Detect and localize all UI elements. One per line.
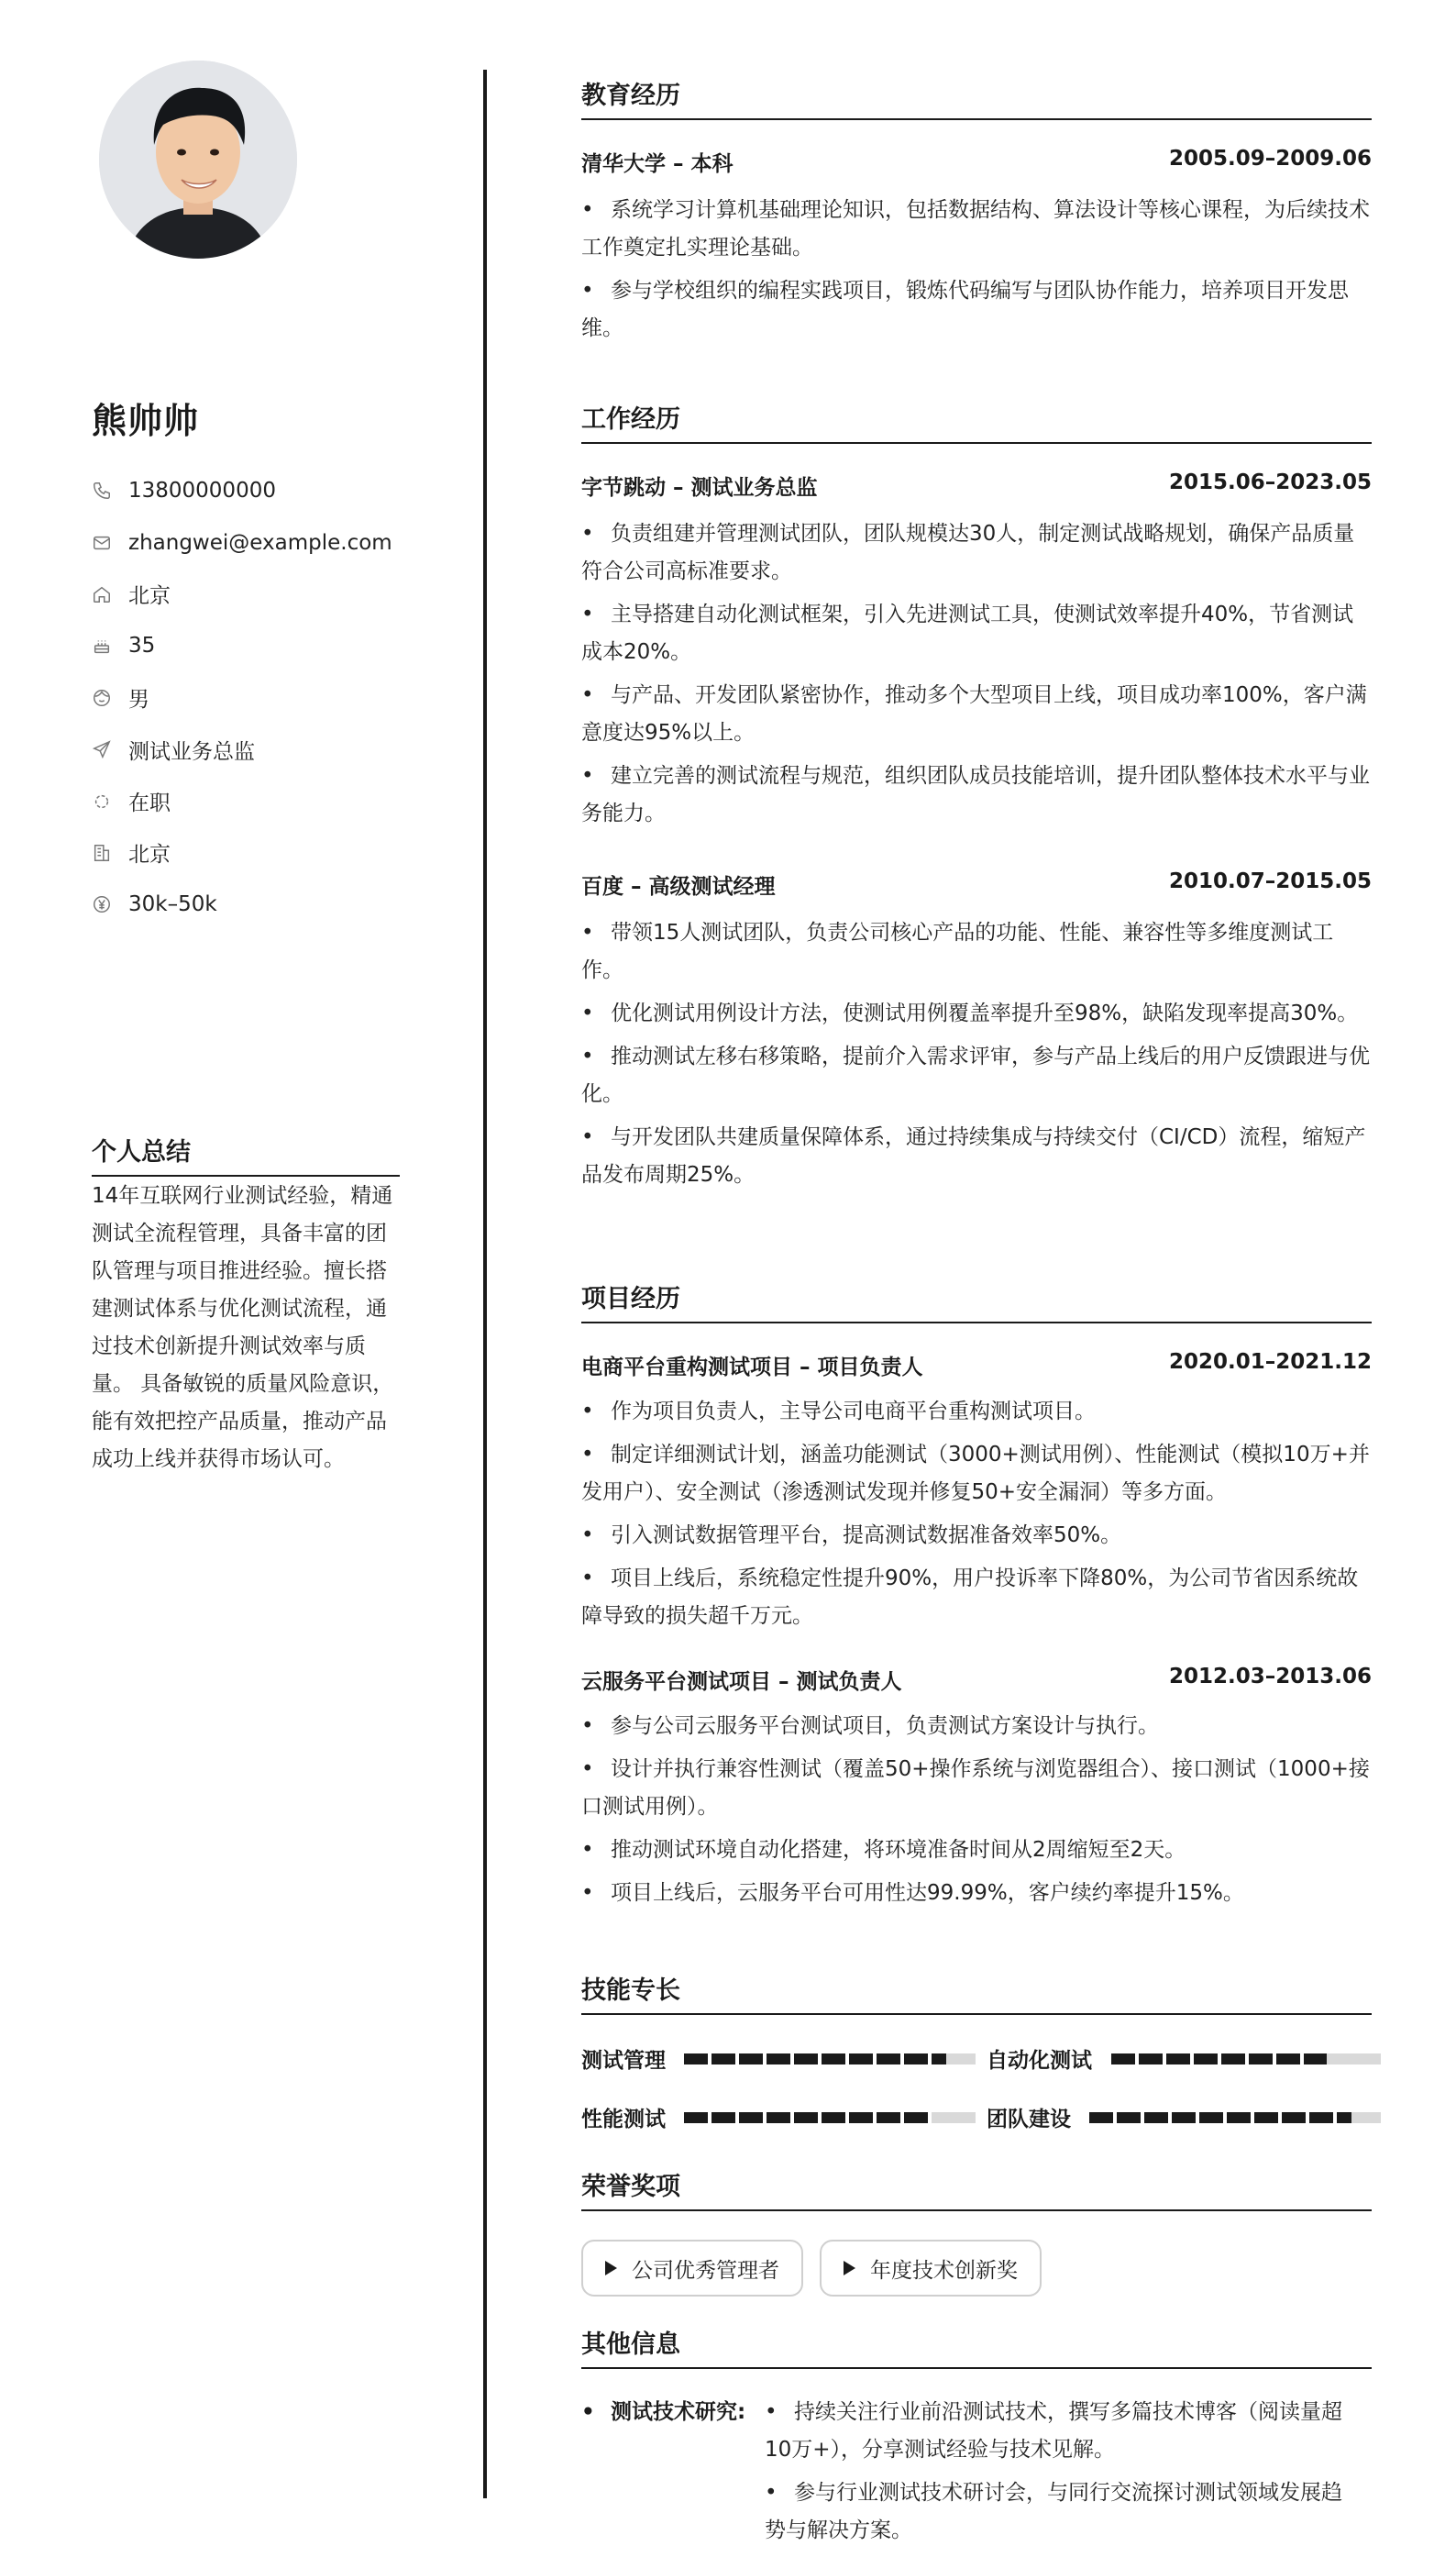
info-location <box>92 569 403 620</box>
skill-bar <box>684 2112 976 2123</box>
skill-item <box>581 2102 976 2132</box>
education-school: 清华大学 – 本科 <box>581 152 734 176</box>
age-text: 35 <box>128 634 156 659</box>
info-status <box>92 775 403 826</box>
summary-text: 14年互联网行业测试经验，精通测试全流程管理，具备丰富的团队管理与项目推进经验。擅长搭建测试体系与优化测试流程，通过技术创新提升测试效率与质量。 具备敏锐的质量风险意识，能有效把控产品质量，推动产品成功上线并获得市场认可。 <box>92 1184 394 1471</box>
project-bullets <box>581 1708 1372 1918</box>
info-work-city <box>92 827 403 879</box>
honors-list <box>581 2240 1042 2297</box>
project-bullets <box>581 1393 1372 1641</box>
play-triangle-icon <box>605 2261 617 2275</box>
info-age <box>92 620 403 671</box>
send-icon <box>92 739 128 759</box>
list-item: • 作为项目负责人，主导公司电商平台重构测试项目。 <box>581 1393 1372 1431</box>
skill-name: 自动化测试 <box>987 2049 1092 2073</box>
project-date: 2020.01–2021.12 <box>1168 1350 1372 1374</box>
home-icon <box>92 584 128 604</box>
list-item: • 持续关注行业前沿测试技术，撰写多篇技术博客（阅读量超10万+），分享测试经验与技术见解。 <box>765 2394 1361 2469</box>
list-item: • 引入测试数据管理平台，提高测试数据准备效率50%。 <box>581 1517 1372 1555</box>
skill-name: 团队建设 <box>987 2108 1071 2131</box>
avatar-portrait-icon <box>99 61 297 259</box>
list-item: • 与产品、开发团队紧密协作，推动多个大型项目上线，项目成功率100%，客户满意度达95%以上。 <box>581 677 1372 752</box>
skill-bar <box>1089 2112 1381 2123</box>
other-info-points <box>765 2394 1361 2555</box>
skill-bar-fill <box>684 2112 932 2123</box>
project-name: 电商平台重构测试项目 – 项目负责人 <box>581 1356 923 1379</box>
education-date: 2005.09–2009.06 <box>1168 147 1372 171</box>
work-bullets <box>581 515 1372 838</box>
skill-bar-fill <box>684 2053 946 2064</box>
list-item: • 参与学校组织的编程实践项目，锻炼代码编写与团队协作能力，培养项目开发思维。 <box>581 272 1372 348</box>
education-bullets <box>581 192 1372 353</box>
contact-info-list <box>92 465 403 931</box>
column-divider <box>483 70 487 2498</box>
other-info-row <box>581 2394 1384 2555</box>
position-text: 测试业务总监 <box>128 739 255 764</box>
phone-text: 13800000000 <box>128 479 276 504</box>
location-text: 北京 <box>128 584 171 609</box>
honors-title: 荣誉奖项 <box>581 2166 1372 2211</box>
avatar <box>99 61 297 259</box>
gender-text: 男 <box>128 688 149 713</box>
salary-text: 30k–50k <box>128 892 217 917</box>
info-salary <box>92 879 403 930</box>
award-badge <box>820 2240 1042 2297</box>
work-bullets <box>581 914 1372 1200</box>
skill-bar-fill <box>1089 2112 1351 2123</box>
education-title: 教育经历 <box>581 75 1372 120</box>
work-title: 工作经历 <box>581 399 1372 444</box>
mail-icon <box>92 533 128 553</box>
info-position <box>92 724 403 775</box>
skill-name: 性能测试 <box>581 2108 666 2131</box>
skill-bar-fill <box>1111 2053 1327 2064</box>
list-item: • 项目上线后，系统稳定性提升90%，用户投诉率下降80%，为公司节省因系统故障导致的损失超千万元。 <box>581 1560 1372 1635</box>
list-item: • 主导搭建自动化测试框架，引入先进测试工具，使测试效率提升40%，节省测试成本20%。 <box>581 596 1372 671</box>
list-item: • 与开发团队共建质量保障体系，通过持续集成与持续交付（CI/CD）流程，缩短产品发布周期25%。 <box>581 1119 1372 1194</box>
status-text: 在职 <box>128 791 171 816</box>
play-triangle-icon <box>844 2261 855 2275</box>
phone-icon <box>92 481 128 501</box>
candidate-name: 熊帅帅 <box>92 401 200 441</box>
work-date: 2010.07–2015.05 <box>1168 869 1372 893</box>
project-entry-header <box>581 1665 1372 1695</box>
info-email <box>92 516 403 568</box>
award-label: 年度技术创新奖 <box>870 2258 1018 2283</box>
status-icon <box>92 791 128 812</box>
list-item: • 参与公司云服务平台测试项目，负责测试方案设计与执行。 <box>581 1708 1372 1745</box>
other-info-label: • 测试技术研究: <box>581 2394 765 2555</box>
list-item: • 系统学习计算机基础理论知识，包括数据结构、算法设计等核心课程，为后续技术工作奠定扎实理论基础。 <box>581 192 1372 267</box>
skill-bar <box>684 2053 976 2064</box>
award-label: 公司优秀管理者 <box>632 2258 779 2283</box>
list-item: • 设计并执行兼容性测试（覆盖50+操作系统与浏览器组合）、接口测试（1000+接口测试用例）。 <box>581 1751 1372 1826</box>
skill-item <box>987 2102 1381 2132</box>
skills-title: 技能专长 <box>581 1970 1372 2015</box>
list-item: • 优化测试用例设计方法，使测试用例覆盖率提升至98%，缺陷发现率提高30%。 <box>581 995 1372 1033</box>
list-item: • 建立完善的测试流程与规范，组织团队成员技能培训，提升团队整体技术水平与业务能力。 <box>581 758 1372 833</box>
work-company: 百度 – 高级测试经理 <box>581 875 776 899</box>
skill-item <box>987 2043 1381 2074</box>
list-item: • 推动测试左移右移策略，提前介入需求评审，参与产品上线后的用户反馈跟进与优化。 <box>581 1038 1372 1113</box>
other-title: 其他信息 <box>581 2324 1372 2369</box>
project-entry-header <box>581 1350 1372 1380</box>
list-item: • 带领15人测试团队，负责公司核心产品的功能、性能、兼容性等多维度测试工作。 <box>581 914 1372 990</box>
award-badge <box>581 2240 803 2297</box>
other-info <box>581 2394 1384 2555</box>
list-item: • 推动测试环境自动化搭建，将环境准备时间从2周缩短至2天。 <box>581 1832 1372 1869</box>
project-name: 云服务平台测试项目 – 测试负责人 <box>581 1670 902 1694</box>
building-icon <box>92 843 128 863</box>
summary-title: 个人总结 <box>92 1132 400 1177</box>
work-date: 2015.06–2023.05 <box>1168 470 1372 494</box>
skill-bar <box>1111 2053 1381 2064</box>
education-entry-header <box>581 147 1372 177</box>
work-entry-header <box>581 869 1372 900</box>
skill-item <box>581 2043 976 2074</box>
project-date: 2012.03–2013.06 <box>1168 1665 1372 1688</box>
info-gender <box>92 672 403 724</box>
list-item: • 参与行业测试技术研讨会，与同行交流探讨测试领域发展趋势与解决方案。 <box>765 2474 1361 2550</box>
work-company: 字节跳动 – 测试业务总监 <box>581 476 818 500</box>
skill-name: 测试管理 <box>581 2049 666 2073</box>
info-phone <box>92 465 403 516</box>
list-item: • 负责组建并管理测试团队，团队规模达30人，制定测试战略规划，确保产品质量符合公司高标准要求。 <box>581 515 1372 591</box>
projects-title: 项目经历 <box>581 1278 1372 1323</box>
work-city-text: 北京 <box>128 843 171 868</box>
work-entry-header <box>581 470 1372 501</box>
list-item: • 项目上线后，云服务平台可用性达99.99%，客户续约率提升15%。 <box>581 1875 1372 1912</box>
yen-icon <box>92 894 128 914</box>
cake-icon <box>92 636 128 656</box>
list-item: • 制定详细测试计划，涵盖功能测试（3000+测试用例）、性能测试（模拟10万+并发用户）、安全测试（渗透测试发现并修复50+安全漏洞）等多方面。 <box>581 1436 1372 1511</box>
face-icon <box>92 688 128 708</box>
email-text: zhangwei@example.com <box>128 530 392 555</box>
